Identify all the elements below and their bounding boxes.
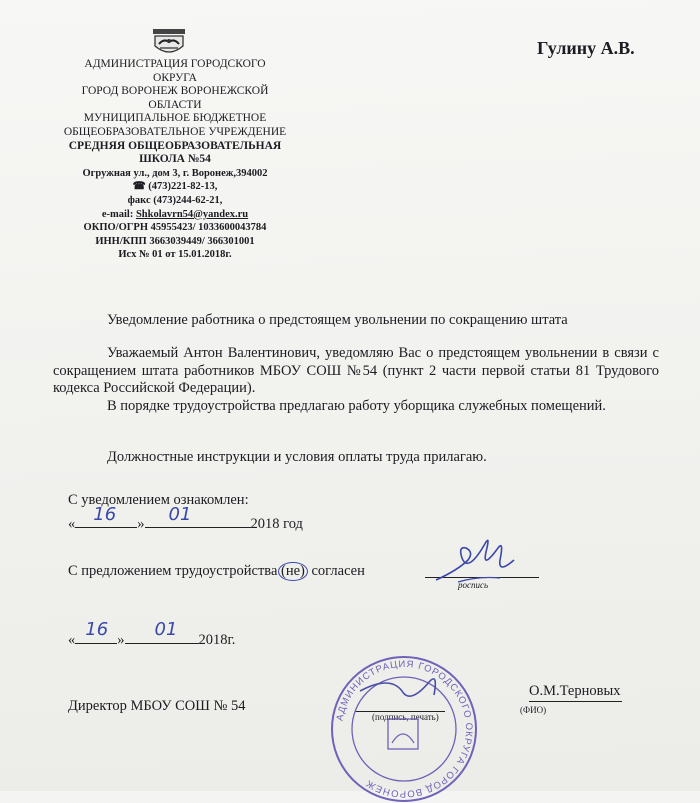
offer-label: С предложением трудоустройства [68, 563, 282, 579]
handwritten-month: 01 [154, 619, 178, 640]
circled-not: (не) [278, 562, 308, 581]
handwritten-day: 16 [85, 619, 109, 640]
institution-header [60, 58, 290, 262]
inn-kpp: ИНН/КПП 3663039449/ 366301001 [95, 235, 255, 247]
quote-close: » [117, 632, 125, 648]
quote-close: » [137, 516, 145, 532]
city-emblem-icon [152, 28, 186, 58]
header-line: ОБЛАСТИ [148, 98, 202, 111]
director-sign-caption: (подпись, печать) [372, 712, 439, 722]
response-day-field[interactable] [75, 619, 117, 644]
document-subject: Уведомление работника о предстоящем увольнении по сокращению штата [107, 312, 568, 328]
header-line: ОКРУГА [153, 71, 197, 84]
director-title: Директор МБОУ СОШ № 54 [68, 698, 246, 714]
seal-text: АДМИНИСТРАЦИЯ ГОРОДСКОГО ОКРУГА ГОРОД ВОРОНЕЖ [334, 658, 475, 800]
signature-caption: роспись [458, 580, 489, 590]
school-phone: ☎ (473)221-82-13, [132, 181, 218, 193]
ack-date-line [68, 504, 303, 533]
paragraph-attachments: Должностные инструкции и условия оплаты труда прилагаю. [107, 449, 487, 465]
paragraph-notice: Уважаемый Антон Валентинович, уведомляю Вас о предстоящем увольнении в связи с сокращением штата работников МБОУ СОШ №54 (пункт 2 части первой статьи 81 Трудового кодекса Российской Федерации). [53, 345, 659, 396]
director-name-caption: (ФИО) [520, 705, 547, 715]
school-email-line [60, 208, 290, 222]
school-fax: факс (473)244-62-21, [127, 194, 223, 206]
response-month-field[interactable] [125, 619, 199, 644]
offer-response-line [68, 562, 365, 581]
quote-open: « [68, 516, 76, 532]
outgoing-reference: Исх № 01 от 15.01.2018г. [118, 249, 232, 261]
handwritten-day: 16 [93, 504, 117, 525]
school-email-link[interactable]: Shkolavrn54@yandex.ru [135, 208, 249, 220]
response-year: 2018г. [198, 632, 236, 648]
school-name: СРЕДНЯЯ ОБЩЕОБРАЗОВАТЕЛЬНАЯ [68, 139, 282, 152]
offer-label-agree: согласен [307, 563, 365, 579]
quote-open: « [68, 632, 76, 648]
school-name: ШКОЛА №54 [139, 153, 211, 166]
ack-month-field[interactable] [145, 504, 251, 528]
handwritten-month: 01 [168, 504, 192, 525]
header-line: ОБЩЕОБРАЗОВАТЕЛЬНОЕ УЧРЕЖДЕНИЕ [63, 125, 287, 138]
svg-text:АДМИНИСТРАЦИЯ ГОРОДСКОГО ОКРУГ [335, 659, 475, 799]
director-name: О.М.Терновых [529, 683, 622, 702]
official-seal-icon [330, 655, 478, 803]
ack-year: 2018 год [250, 516, 303, 532]
header-line: АДМИНИСТРАЦИЯ ГОРОДСКОГО [84, 58, 266, 70]
ack-day-field[interactable] [75, 504, 137, 528]
header-line: МУНИЦИПАЛЬНОЕ БЮДЖЕТНОЕ [83, 112, 267, 125]
addressee: Гулину А.В. [537, 38, 635, 58]
email-label: e-mail: [101, 208, 136, 220]
school-address: Огружная ул., дом 3, г. Воронеж,394002 [82, 167, 268, 179]
response-date-line [68, 619, 236, 649]
paragraph-offer: В порядке трудоустройства предлагаю работу уборщика служебных помещений. [107, 398, 606, 414]
okpo-ogrn: ОКПО/ОГРН 45955423/ 1033600043784 [83, 222, 267, 234]
header-line: ГОРОД ВОРОНЕЖ ВОРОНЕЖСКОЙ [81, 85, 269, 98]
ack-label: С уведомлением ознакомлен: [68, 492, 249, 508]
